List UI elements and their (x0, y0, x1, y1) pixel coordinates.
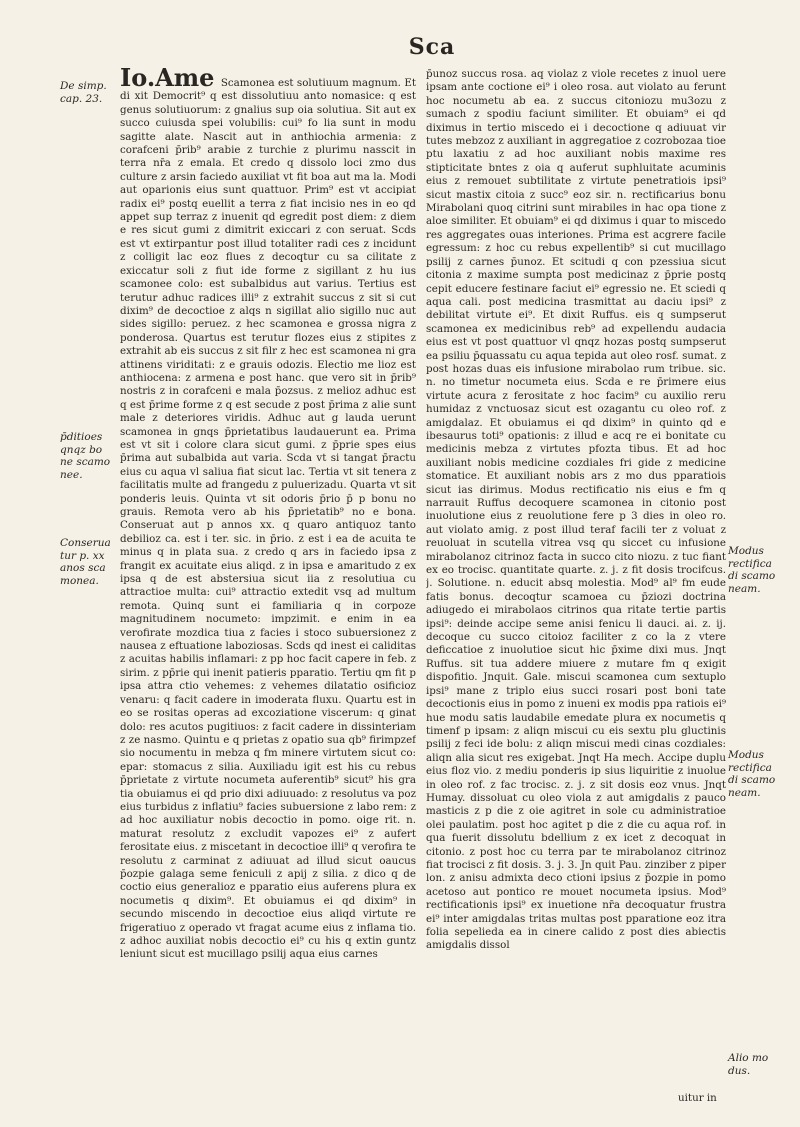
left-text-column (120, 68, 416, 1088)
right-text-column (426, 68, 726, 1108)
margin-note-line: Modus (728, 545, 764, 557)
margin-note-line: neam. (728, 582, 761, 595)
margin-note-line: qnqz bo (60, 443, 103, 456)
column-end-catchword: uitur in (678, 1092, 717, 1104)
margin-note-line: rectifica (728, 557, 772, 570)
margin-note-line: dus. (728, 1064, 751, 1077)
margin-note-line: neam. (728, 786, 761, 799)
margin-note-de-simp (60, 80, 107, 105)
margin-note-conservatur (60, 537, 111, 587)
margin-note-alio-modus (728, 1052, 768, 1077)
margin-note-line: anos sca (60, 562, 106, 574)
margin-note-line: Conserua (60, 537, 111, 549)
margin-note-line: cap. 23. (60, 92, 103, 105)
right-column-text: p̄unoz succus rosa. aq violaz z viole recetes z inuol uere ipsam ante coctione ei⁹ i oleo rosa. aut violato au ferunt hoc nocumetu ab ea. z succus citoniozu mu3ozu z sumach z spodiu faciunt similiter. Et obuiam⁹ ei qd diximus in tertio miscedo ei i decoctione q adiuuat vir tutes mebzoz z auxiliant in aggregatioe z cozrobozaa tioe ptu laxatiu z ad hoc auxiliant nobis maxime res stipticitate bntes z oia q auferut suphluitate acuminis eius z remouet subtilitate z virtute penetratiois ipsi⁹ sicut mastix citoia z succ⁹ eoz sir. n. rectificarius bonu Mirabolani quoq citrini sunt mirabiles in hac opa tione z aloe similiter. Et obuiam⁹ ei qd diximus i quar to miscedo res aggregates ouas interiones. Prima est acgrere facile egressum: z hoc cu rebus expellentib⁹ si cut mucillago psilij z carnes p̄unoz. Et scitudi q con pzessiua sicut citonia z maxime sumpta post medicinaz z p̄prie postq cepit educere festinare faciut ei⁹ egressio ne. Et sciedi q aqua cali. post medicina trasmittat au daciu ipsi⁹ z debilitat virtute ei⁹. Et dixit Ruffus. eis q sumpserut scamonea ex medicinibus reb⁹ ad expellendu audacia eius est vt post quattuor vl qnqz hozas postq sumpserut ea psiliu p̄quassatu cu aqua tepida aut oleo rosf. sumat. z post hozas duas eis infusione mirabolao rum tribue. sic. n. no timetur nocumeta eius. Scda e re p̄rimere eius virtute acura z ferositate z hoc facim⁹ cu auxilio reru humidaz z vnctuosaz sicut est ozagantu cu oleo rof. z amigdalaz. Et obuiamus ei qd dixim⁹ in quinto qd e ibesaurus toti⁹ opationis: z illud e acq re ei bonitate cu medicinis mebza z virtutes pfozta tibus. Et ad hoc auxiliant nobis medicine cozdiales fri gide z medicine stomatice. Et auxiliant nobis ars z mo dus pparatiois sicut ias dirimus. Modus rectificatio nis eius e fm q narrauit Ruffus decoquere scamonea in citonio post inuolutione eius z reuolutione fere p 3 dies in oleo ro. aut violato amig. z post illud teraf facili ter z voluat z reuoluat in scutella vitrea vsq qu siccet cu infusione mirabolanoz citrinoz facta in succo cito niozu. z tuc fiant ex eo trocisc. quantitate quarte. z. j. z fit dosis trocifcus. j. Solutione. n. educit absq molestia. Mod⁹ al⁹ fm eude fatis bonus. decoqtur scamoea cu p̄ziozi doctrina adiugedo ei mirabolaos citrinos qua ritate tertie partis ipsi⁹: deinde accipe seme anisi fenicu li dauci. ai. z. ij. decoque cu succo citoioz faciliter z co la z vtere deficcatioe z inuolutioe sicut hic p̄xime dixi mus. Jnqt Ruffus. sit tua addere miuere z mutare fm q exigit dispofitio. Jnquit. Gale. miscui scamonea cum sextuplo ipsi⁹ mane z triplo eius succi rosari post boni tate decoctionis eius in pomo z inueni ex modis ppa ratiois ei⁹ hue modu satis laudabile emedate plura ex nocumetis q timenf p ipsam: z aliqn miscui cu eis sextu plu gluctinis psilij z feci ide bolu: z aliqn miscui medi cinas cozdiales: aliqn alia sicut res exigebat. Jnqt Ha mech. Accipe duplu eius floz vio. z mediu ponderis ip sius liquiritie z inuolue in oleo rof. z fac trocisc. z. j. z sit dosis eoz vnus. Jnqt Humay. dissoluat cu oleo viola z aut amigdalis z pauco masticis z p die z oie agitret in sole cu administratioe olei paulatim. post hoc agitet p die z die cu aqua rof. in qua fuerit dissolutu bdellium z ex icet z decoquat in citonio. z post hoc cu terra par te mirabolanoz citrinoz fiat trocisci z fit dosis. 3. j. 3. Jn quit Pau. zinziber z piper lon. z anisu admixta deco ctioni ipsius z p̄ozpie in pomo acetoso aut pontico re mouet nocumeta ipsius. Mod⁹ rectificationis ipsi⁹ ex inuetione nr̄a decoquatur frustra ei⁹ inter amigdalas tritas multas post pparatione eoz itra folia sepelieda ea in cinere calido z post dies abiectis amigdalis dissol (426, 68, 726, 952)
margin-note-line: monea. (60, 574, 99, 587)
running-head: Sca (408, 34, 456, 60)
margin-note-line: tur p. xx (60, 549, 105, 562)
margin-note-line: di scamo (728, 774, 776, 786)
left-column-paragraph (120, 68, 416, 962)
left-column-text: Scamonea est solutiuum magnum. Et di xit Democrit⁹ q est dissolutiuu anto nomasice: q est genus solutiuorum: z gnalius sup oia solutiua. Sit aut ex succo cuiusda spei volubilis: cui⁹ fo lia sunt in modu sagitte alate. Nascit aut in anthiochia armenia: z corafceni p̄rib⁹ arabie z turchie z plurimu nasscit in terra nr̄a z emala. Et credo q dissolo loci zmo dus culture z arsin faciedo auxiliat vt fit boa aut ma la. Modi aut oparionis eius sunt quattuor. Prim⁹ est vt accipiat radix ei⁹ postq euellit a terra z fiat incisio nes in eo qd appet sup terraz z inuenit qd egredit post diem: z diem e res sicut gumi z dimitrit exiccari z con seruat. Scds est vt extirpantur post illud totaliter radi ces z incidunt z colligit lac eoz flues z decoqtur cu sa cilitate z exiccatur soli z fiut ide forme z sigillant z hu ius scamonee colo: est subalbidus aut varius. Tertius est terutur adhuc radices illi⁹ z extrahit succus z sit si cut dixim⁹ de decoctioe z alqs n sigillat alio sigillo nuc aut sides sigillo: peruez. z hec scamonea e grossa nigra z ponderosa. Quartus est terutur flozes eius z stipites z extrahit ab eis succus z sit filr z hec est scamonea ni gra attinens viriditati: z e grauis odozis. Electio me lioz est anthiocena: z armena e post hanc. que vero sit in p̄rib⁹ nostris z in corafceni e mala p̄ozsus. z melioz adhuc est q est p̄rime forme z q est secude z post p̄rima z alie sunt male z deteriores viridis. Adhuc aut g lauda uerunt scamonea in gnqs p̄prietatibus laudauerunt ea. Prima est vt sit i colore clara sicut gumi. z p̄prie spes eius p̄rima aut subalbida aut varia. Scda vt si tangat p̄ractu eius cu aqua vl saliua fiat sicut lac. Tertia vt sit tenera z facilitatis multe ad frangedu z puluerizadu. Quarta vt sit ponderis leuis. Quinta vt sit odoris p̄rio p̄ p bonu no grauis. Remota vero ab his p̄prietatib⁹ no e bona. Conseruat aut p annos xx. q quaro antiquoz tanto debilioz ca. est i ter. sic. in p̄rio. z est i ea de acuita te minus q in plata sua. z credo q ars in faciedo ipsa z frangit ex acuitate eius aliqd. z in ipsa e amaritudo z ex ipsa q de est abstersiua sicut iia z resolutiua cu attractioe multa: cui⁹ attractio extedit vsq ad multum remota. Quinq sunt ei familiaria q in corpoze magnitudinem nocumeto: impzimit. e enim in ea verofirate mozdica tiua z facies i stoco subuersionez z nausea z eftuatione laboziosas. Scds qd inest ei caliditas z acuitas habilis inflamari: z pp hoc facit capere in feb. z sirim. z pp̄rie qui inenit patieris pparatio. Tertiu qm fit p ipsa attra ctio vehemes: z vehemes dilatatio osificioz venaru: q facit cadere in imoderata fluxu. Quartu est in eo se rositas operas ad excoziatione viscerum: q ginat dolo: res acutos pugitiuos: z facit cadere in dissinteriam z ze nasmo. Quintu e q prietas z opatio sua qb⁹ firimpzef sio nocumentu in mebza q fm minere virtutem sicut co: epar: stomacus z silia. Auxiliadu igit est his cu rebus p̄prietate z virtute nocumeta auferentib⁹ sicut⁹ his gra tia obuiamus ei qd prio dixi adiuuado: z resolutus va poz eius turbidus z inflatiu⁹ facies subuersione z labo rem: z ad hoc auxiliatur nobis decoctio in pomo. oige rit. n. maturat resolutz z excludit vapozes ei⁹ z aufert ferositate eius. z miscetant in decoctioe illi⁹ q verofira te resolutu z carminat z adiuuat ad illud sicut oaucus p̄ozpie galaga seme feniculi z apij z silia. z dico q de coctio eius generalioz e pparatio eius auferens plura ex nocumetis q dixim⁹. Et obuiamus ei qd dixim⁹ in secundo miscendo in decoctioe eius aliqd virtute re frigeratiuo z operado vt fragat acume eius z inflama tio. z adhoc auxiliat nobis decoctio ei⁹ cu his q extin guntz leniunt sicut est mucillago psilij aqua eius carnes (120, 77, 416, 961)
margin-note-conditiones (60, 431, 110, 481)
margin-note-line: rectifica (728, 761, 772, 774)
margin-note-line: De simp. (60, 80, 107, 92)
margin-note-line: ne scamo (60, 456, 111, 468)
margin-note-line: nee. (60, 468, 83, 481)
margin-note-modus-2 (728, 749, 775, 799)
margin-note-line: p̄ditioes (60, 431, 103, 443)
margin-note-line: di scamo (728, 570, 776, 582)
section-initial: Io.Ame (120, 68, 215, 92)
margin-note-modus-1 (728, 545, 775, 595)
margin-note-line: Modus (728, 749, 764, 761)
margin-note-line: Alio mo (728, 1052, 769, 1064)
